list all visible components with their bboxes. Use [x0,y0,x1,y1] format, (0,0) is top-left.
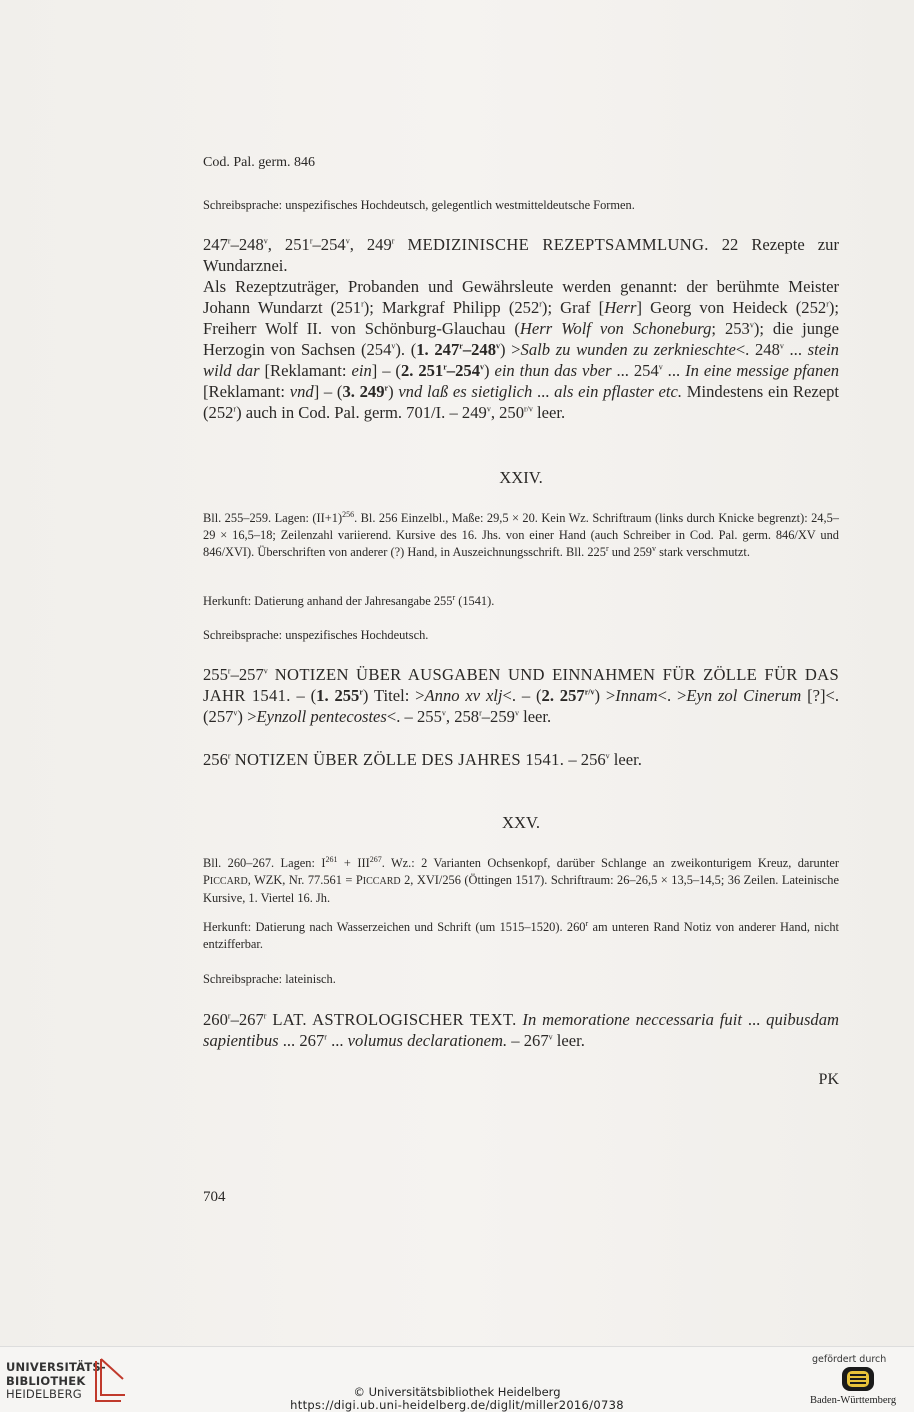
section-heading-xxiv: XXIV. [499,468,543,487]
schreibsprache-xxiv: Schreibsprache: unspezifisches Hochdeutsch. [203,628,429,642]
logo-line-3: HEIDELBERG [6,1387,82,1401]
entry-heading-1: 247$^r$–248$^v$, 251$^r$–254$^v$, 249$^r$ MEDIZINISCHE REZEPTSAMMLUNG. 22 Rezepte zur Wundarznei. [203,235,839,275]
baden-wuerttemberg-emblem-icon[interactable] [838,1365,878,1393]
sponsor-label: gefördert durch [812,1354,887,1365]
schreibsprache-1: Schreibsprache: unspezifisches Hochdeutsch, gelegentlich westmitteldeutsche Formen. [203,198,635,212]
logo-line-2: BIBLIOTHEK [6,1373,86,1388]
entry-heading-xxiv-1: 255$^r$–257$^v$ NOTIZEN ÜBER AUSGABEN UND EINNAHMEN FÜR ZÖLLE FÜR DAS JAHR 1541. – (1. 255$^r$) Titel: >Anno xv xlj<. – (2. $257^{r/v}$) >Innam<. >Eyn zol Cinerum [?]<. $(257^v)$ >Eynzoll pentecostes<. – 255$^v$, 258$^r$–259$^v$ leer. [203,665,839,726]
running-title: Cod. Pal. germ. 846 [203,155,315,170]
sponsor-name: Baden-Württemberg [810,1395,897,1406]
entry-description-1: Als Rezeptzuträger, Probanden und Gewährsleute werden genannt: der berühmte Meister Johann Wundarzt (251$^r$); Markgraf Philipp (252$^r$); Graf [Herr] Georg von Heideck (252$^r$); Freiherr Wolf II. von Schönburg-Glauchau (Herr Wolf von Schoneburg; 253$^v$); die junge Herzogin von Sachsen (254$^v$). (1. $247^r-248^v$) >Salb zu wunden zu zerknieschte<. 248$^v$ ... stein wild dar [Reklamant: ein] – (2. 251$^r$–254$^v$) ein thun das vber ... 254$^v$ ... In eine messige pfanen [Reklamant: vnd] – (3. 249$^r$) vnd laß es sietiglich ... als ein pflaster etc. Mindestens ein Rezept (252$^r$) auch in Cod. Pal. germ. 701/I. – 249$^v$, $250^{r/v}$ leer. [203,277,840,422]
herkunft-xxv: Herkunft: Datierung nach Wasserzeichen und Schrift (um 1515–1520). 260$^r$ am unteren Rand Notiz von anderer Hand, nicht entzifferbar. [203,918,839,951]
copyright-text: © Universitätsbibliothek Heidelberg [353,1385,561,1399]
logo-line-1: UNIVERSITÄTS- [6,1360,106,1374]
herkunft-xxiv: Herkunft: Datierung anhand der Jahresangabe 255$^r$ (1541). [203,592,495,608]
viewer-footer [0,1346,914,1412]
page-number: 704 [203,1189,226,1205]
description-xxiv: Bll. 255–259. Lagen: $(II+1)^{256}$. Bl. 256 Einzelbl., Maße: 29,5 × 20. Kein Wz. Schriftraum (links durch Knicke begrenzt): 24,5–29 × 16,5–18; Zeilenzahl variierend. Kursive des 16. Jhs. von einer Hand (auch Schreiber in Cod. Pal. germ. 846/XV und 846/XVI). Überschriften von anderer (?) Hand, in Auszeichnungsschrift. Bll. 225$^r$ und 259$^v$ stark verschmutzt. [203,509,839,559]
entry-heading-xxiv-2: 256$^r$ NOTIZEN ÜBER ZÖLLE DES JAHRES 1541. – 256$^v$ leer. [203,750,642,769]
description-xxv: Bll. 260–267. Lagen: $I^{261} + III^{267}$. Wz.: 2 Varianten Ochsenkopf, darüber Schlange an zweikonturigem Kreuz, darunter PICCARD, WZK, Nr. 77.561 = PICCARD 2, XVI/256 (Öttingen 1517). Schriftraum: 26–26,5 × 13,5–14,5; 36 Zeilen. Lateinische Kursive, 1. Viertel 16. Jh. [203,854,839,905]
schreibsprache-xxv: Schreibsprache: lateinisch. [203,972,336,986]
permalink-url[interactable]: https://digi.ub.uni-heidelberg.de/diglit/miller2016/0738 [290,1398,624,1412]
author-initials: PK [818,1071,839,1088]
entry-heading-xxv: 260$^r$–267$^r$ LAT. ASTROLOGISCHER TEXT. In memoratione neccessaria fuit ... quibusdam sapientibus ... 267$^r$ ... volumus declarationem. – 267$^v$ leer. [203,1010,839,1050]
section-heading-xxv: XXV. [502,813,540,832]
